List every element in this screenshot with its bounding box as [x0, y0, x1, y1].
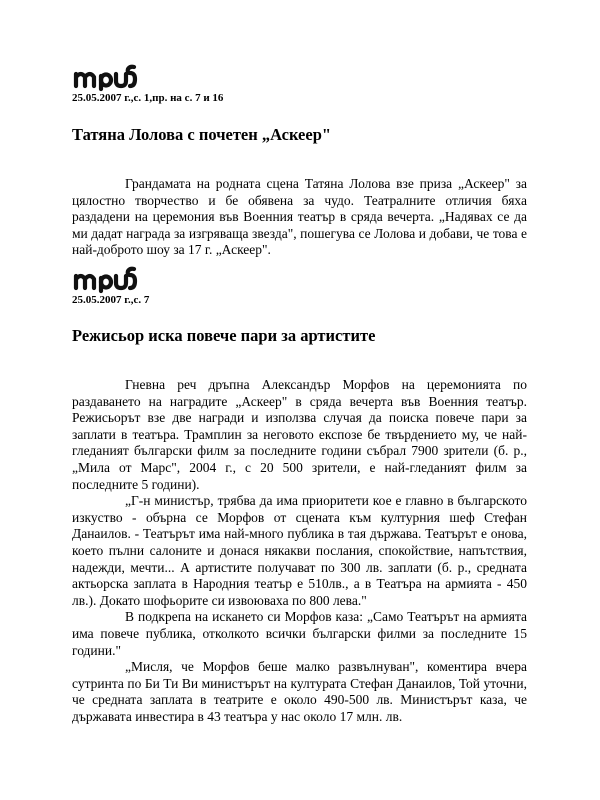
dateline: 25.05.2007 г.,с. 1,пр. на с. 7 и 16 — [72, 92, 224, 104]
article-paragraph: „Г-н министър, трябва да има приоритети кое е главно в българското изкуство - обърна се Морфов от сцената към културния шеф Стефан Данаилов. - Театърът има най-много публика в тая държава. Театърът е онова, което пълни салоните и донася някакви послания, спокойствие, напътствия, надежди, мечти... А артистите получават по 300 лв. заплати (б. р., средната актьорска заплата в Народния театър е 510лв., а в Театъра на армията - 450 лв.). Докато шофьорите си извоюваха по 800 лева." — [72, 493, 527, 608]
article-body — [72, 176, 527, 259]
article-body — [72, 377, 527, 725]
dateline: 25.05.2007 г.,с. 7 — [72, 294, 150, 306]
article-paragraph: „Мисля, че Морфов беше малко развълнуван", коментира вчера сутринта по Би Ти Ви министърът на културата Стефан Данаилов, Той уточни, че средната заплата в театрите е около 490-500 лв. Министърът каза, че държавата инвестира в 43 театъра у нас около 17 млн. лв. — [72, 659, 527, 724]
article — [72, 266, 527, 725]
article — [72, 64, 527, 259]
trud-newspaper-logo-icon — [72, 266, 138, 294]
article-paragraph: Грандамата на родната сцена Татяна Лолова взе приза „Аскеер" за цялостно творчество и бе обявена за чудо. Театралните отличия бяха раздадени на церемония във Военния театър в сряда вечерта. „Надявах се да ми дадат награда за изгряваща звезда", пошегува се Лолова и добави, че това е най-доброто шоу за 17 г. „Аскеер". — [72, 176, 527, 258]
article-headline: Режисьор иска повече пари за артистите — [72, 326, 376, 345]
article-headline: Татяна Лолова с почетен „Аскеер" — [72, 125, 332, 144]
trud-newspaper-logo-icon — [72, 64, 138, 92]
article-paragraph: В подкрепа на искането си Морфов каза: „Само Театърът на армията има повече публика, отколкото всички български филми за последните 15 години." — [72, 609, 527, 658]
article-paragraph: Гневна реч дръпна Александър Морфов на церемонията по раздаването на наградите „Аскеер" в сряда вечерта във Военния театър. Режисьорът взе две награди и използва случая да поиска повече пари за заплати в театъра. Трамплин за неговото експозе бе твърдението му, че най-гледаният български филм за последните години събрал 7900 зрители (б. р., „Мила от Марс", 2004 г., с 20 500 зрители, е най-гледаният филм за последните 5 години). — [72, 377, 527, 492]
